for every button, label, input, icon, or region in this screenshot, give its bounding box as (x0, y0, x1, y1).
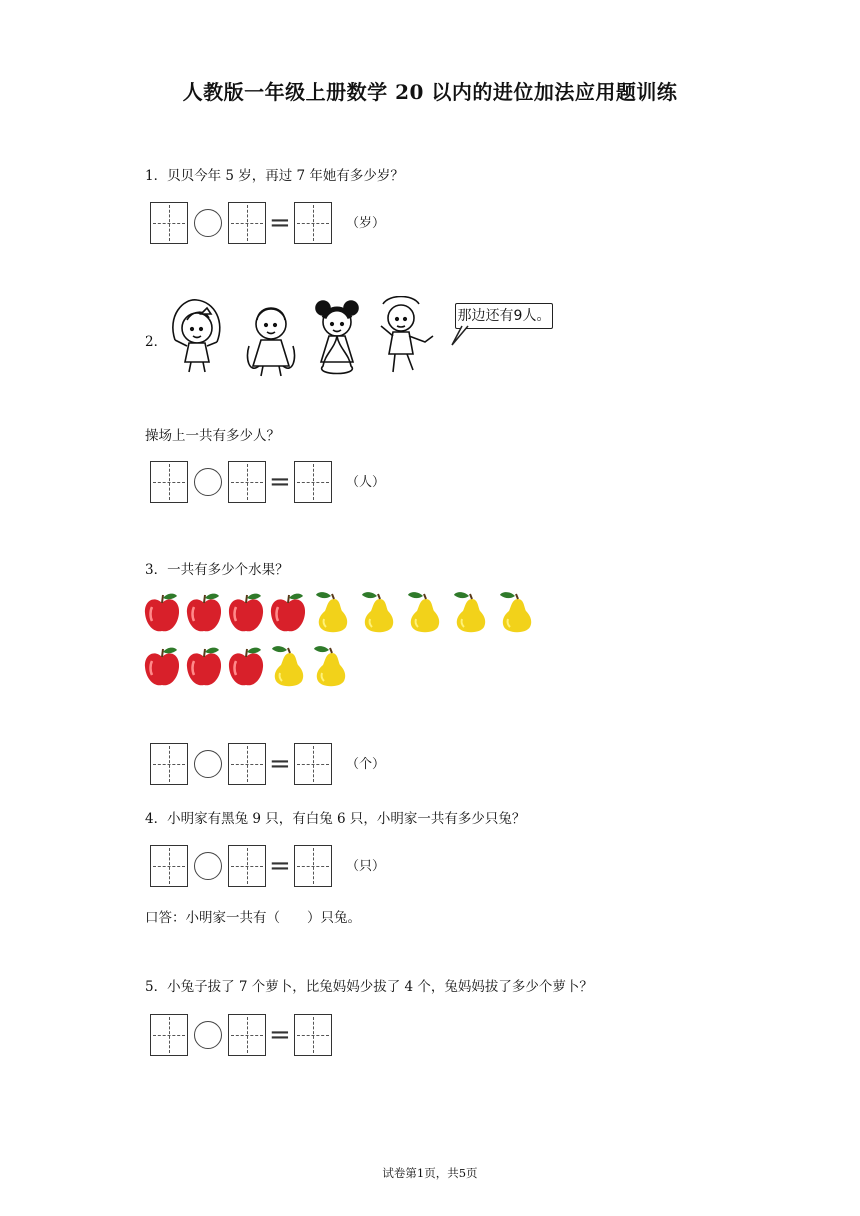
answer-box-2[interactable] (228, 202, 266, 244)
apple-icon (142, 590, 182, 636)
answer-box-1[interactable] (150, 743, 188, 785)
question-4-text: 4．小明家有黑兔 9 只，有白兔 6 只，小明家一共有多少只兔？ (145, 811, 526, 827)
pear-icon (268, 644, 308, 690)
unit-label: （只） (346, 859, 386, 874)
equation-3 (150, 743, 390, 787)
answer-box-1[interactable] (150, 1014, 188, 1056)
apple-icon (184, 590, 224, 636)
apple-icon (226, 644, 266, 690)
operator-circle[interactable] (194, 468, 222, 496)
children-jump-rope-illustration (163, 296, 453, 378)
oral-answer-line: 口答：小明家一共有（ ）只兔。 (145, 910, 361, 926)
unit-label: （人） (346, 475, 386, 490)
answer-box-2[interactable] (228, 743, 266, 785)
question-3-text: 3．一共有多少个水果？ (145, 562, 289, 578)
answer-box-1[interactable] (150, 845, 188, 887)
operator-circle[interactable] (194, 1021, 222, 1049)
pear-icon (312, 590, 352, 636)
answer-box-3[interactable] (294, 1014, 332, 1056)
apple-icon (142, 644, 182, 690)
pear-icon (404, 590, 444, 636)
answer-box-3[interactable] (294, 202, 332, 244)
equals-sign: = (269, 467, 291, 497)
pear-icon (450, 590, 490, 636)
equation-4 (150, 845, 390, 889)
equation-1 (150, 202, 390, 246)
equals-sign: = (269, 208, 291, 238)
equals-sign: = (269, 749, 291, 779)
apple-icon (268, 590, 308, 636)
equals-sign: = (269, 851, 291, 881)
question-2-prompt: 操场上一共有多少人？ (145, 428, 280, 444)
answer-box-3[interactable] (294, 743, 332, 785)
answer-box-3[interactable] (294, 845, 332, 887)
speech-bubble-tail (448, 325, 478, 347)
page-footer: 试卷第1页，共5页 (382, 1166, 478, 1180)
fruit-row-1 (142, 590, 542, 638)
equals-sign: = (269, 1020, 291, 1050)
question-2-number: 2． (145, 334, 168, 350)
unit-label: （岁） (346, 216, 386, 231)
pear-icon (496, 590, 536, 636)
answer-box-2[interactable] (228, 1014, 266, 1056)
pear-icon (358, 590, 398, 636)
equation-2 (150, 461, 390, 505)
answer-box-3[interactable] (294, 461, 332, 503)
equation-5 (150, 1014, 390, 1058)
apple-icon (226, 590, 266, 636)
operator-circle[interactable] (194, 209, 222, 237)
question-5-text: 5．小兔子拔了 7 个萝卜，比兔妈妈少拔了 4 个，兔妈妈拔了多少个萝卜？ (145, 979, 593, 995)
operator-circle[interactable] (194, 750, 222, 778)
unit-label: （个） (346, 757, 386, 772)
answer-box-1[interactable] (150, 202, 188, 244)
answer-box-2[interactable] (228, 461, 266, 503)
pear-icon (310, 644, 350, 690)
speech-bubble: 那边还有9人。 (455, 303, 553, 329)
page-title: 人教版一年级上册数学 20 以内的进位加法应用题训练 (182, 80, 678, 104)
answer-box-2[interactable] (228, 845, 266, 887)
answer-box-1[interactable] (150, 461, 188, 503)
question-1-text: 1．贝贝今年 5 岁，再过 7 年她有多少岁？ (145, 168, 404, 184)
fruit-row-2 (142, 644, 362, 692)
operator-circle[interactable] (194, 852, 222, 880)
apple-icon (184, 644, 224, 690)
